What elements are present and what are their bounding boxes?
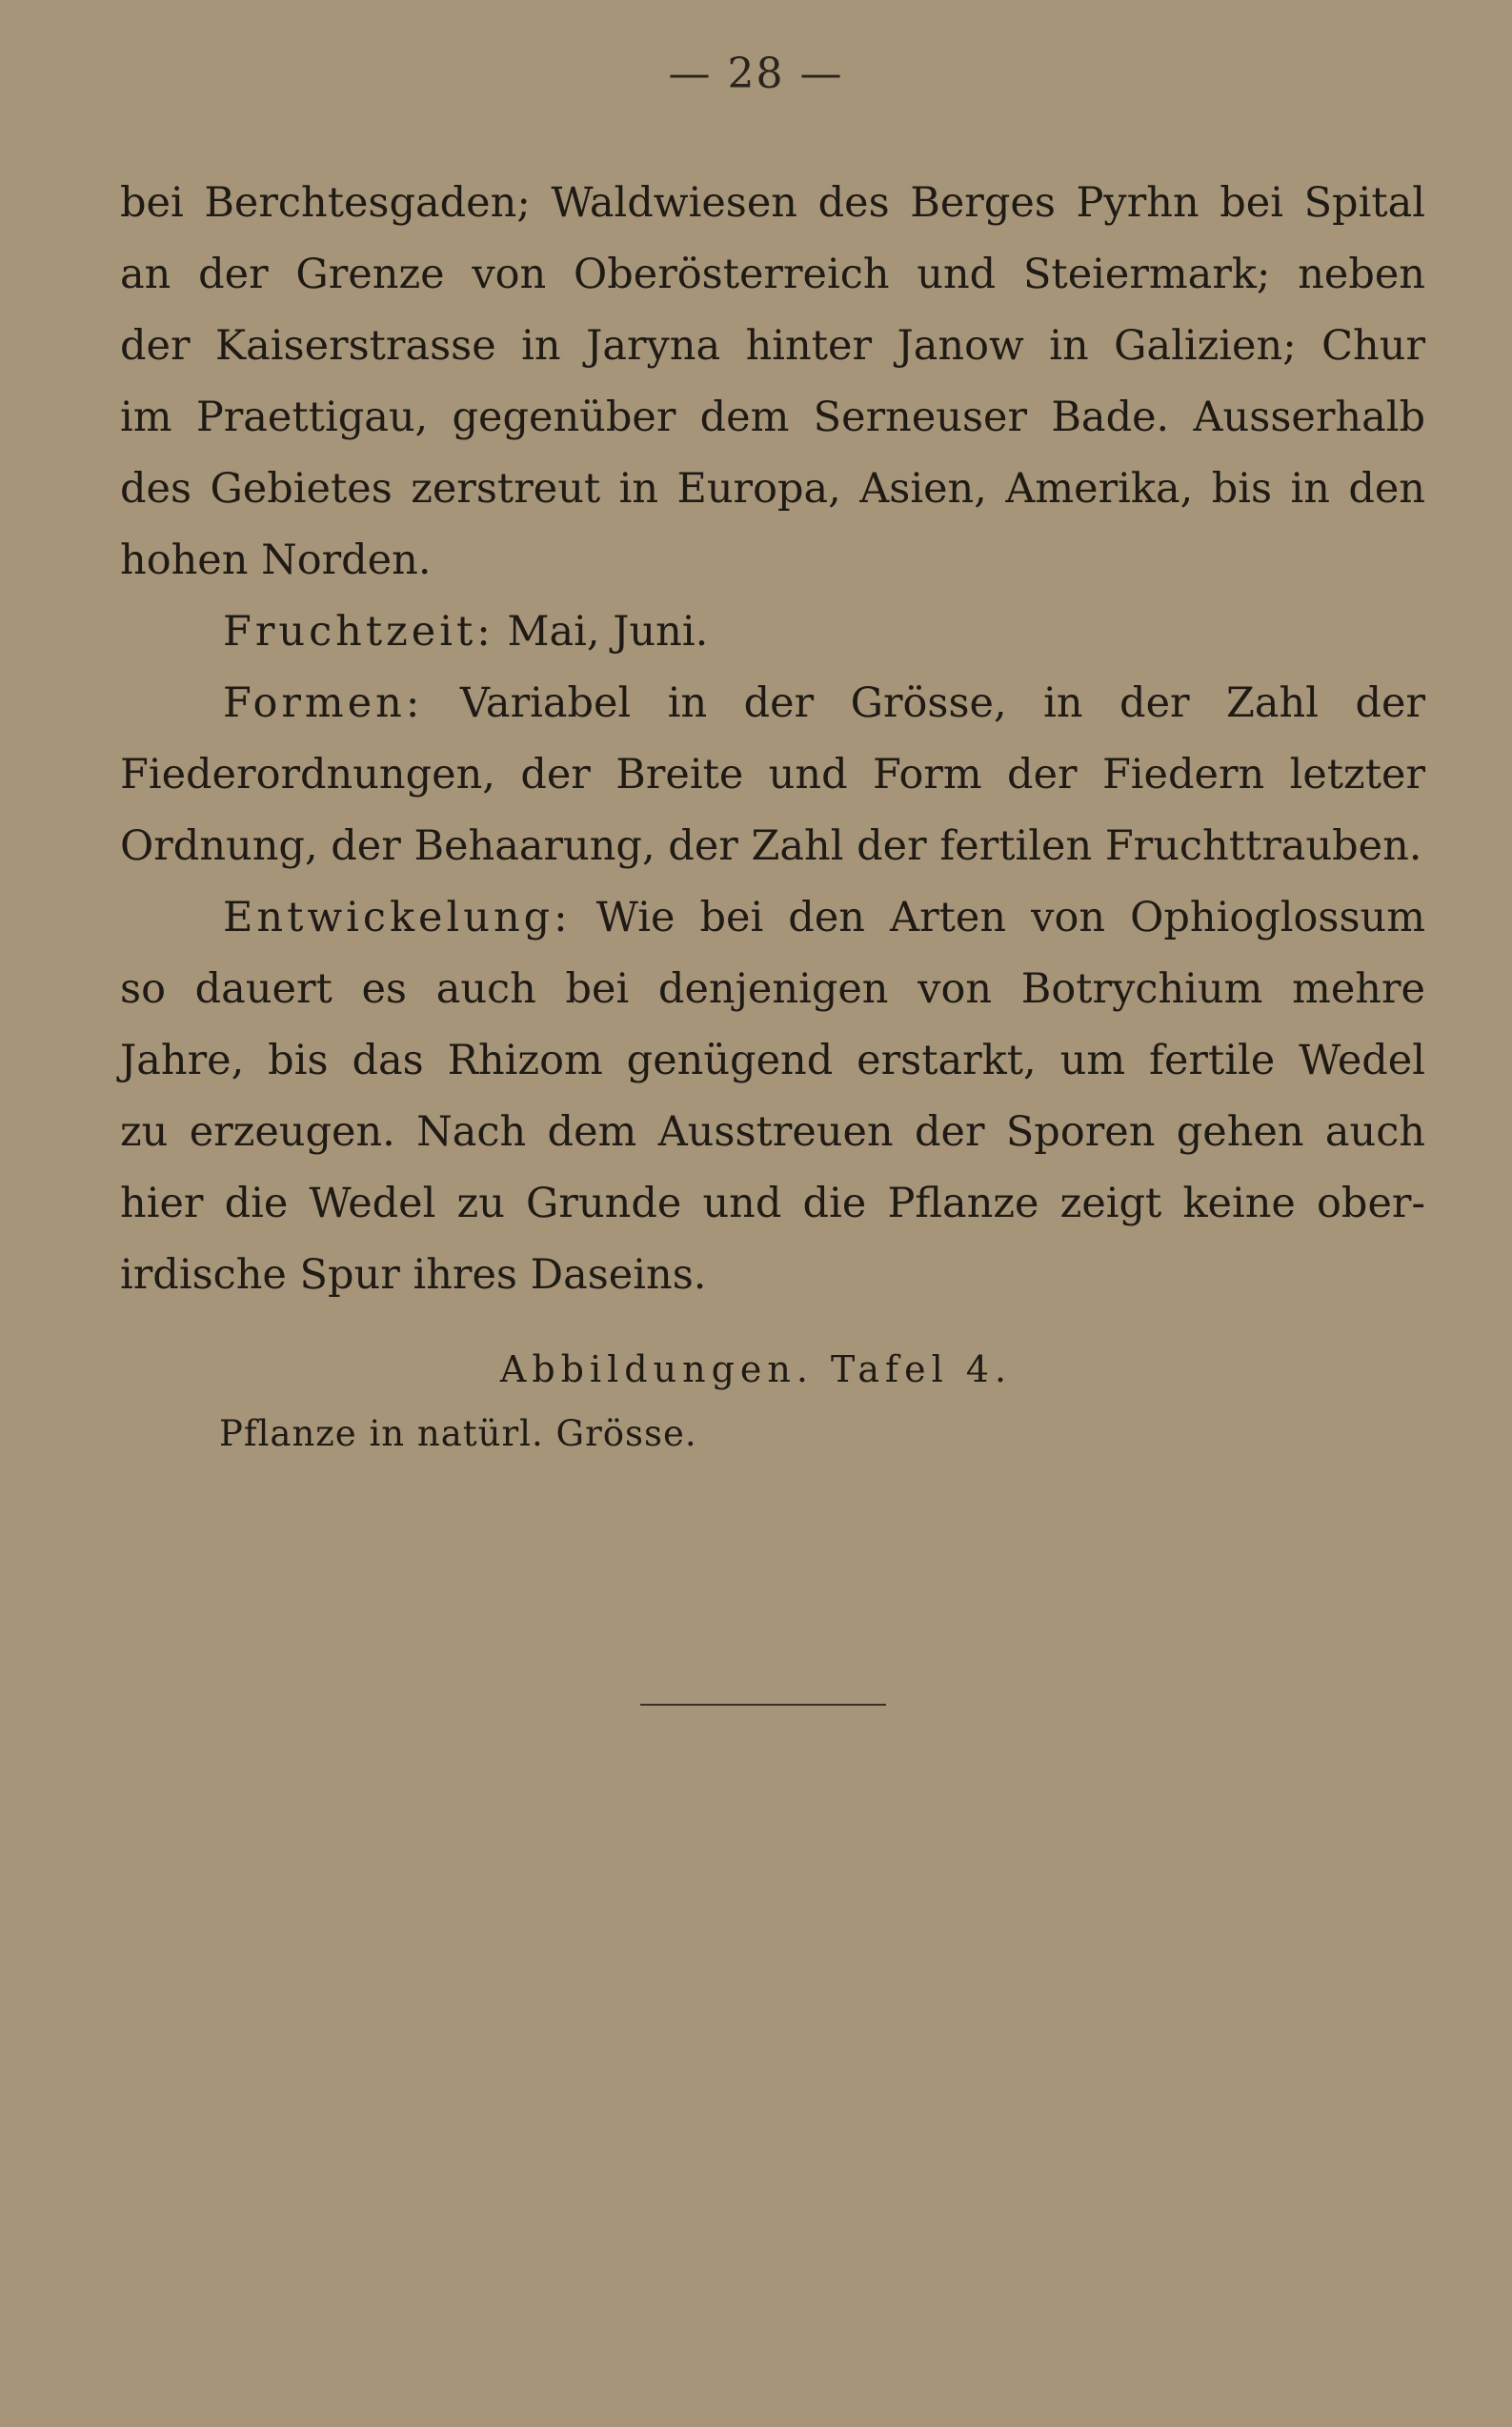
formen-first-line: Variabel in der Grösse, in der Zahl der — [459, 679, 1426, 727]
formen-paragraph-start — [120, 668, 1425, 739]
section-divider — [640, 1704, 886, 1706]
text-line: der Kaiserstrasse in Jaryna hinter Janow in Galizien; Chur — [120, 322, 1425, 370]
illustrations-heading: Abbildungen. Tafel 4. — [499, 1348, 1013, 1390]
text-line: zu erzeugen. Nach dem Ausstreuen der Sporen gehen auch — [120, 1108, 1425, 1156]
text-line: im Praettigau, gegenüber dem Serneuser Bade. Ausserhalb — [120, 394, 1425, 441]
entwickelung-label: Entwickelung: — [223, 894, 572, 941]
entwickelung-paragraph-start — [120, 882, 1425, 954]
illustrations-caption: Pflanze in natürl. Grösse. — [219, 1413, 697, 1454]
text-line: Ordnung, der Behaarung, der Zahl der fertilen Fruchttrauben. — [120, 822, 1422, 870]
fruchtzeit-text: Mai, Juni. — [507, 608, 709, 656]
text-line: bei Berchtesgaden; Waldwiesen des Berges Pyrhn bei Spital — [120, 179, 1425, 227]
text-line: des Gebietes zerstreut in Europa, Asien, Amerika, bis in den — [120, 465, 1425, 513]
formen-label: Formen: — [223, 679, 424, 727]
text-line: hohen Norden. — [120, 536, 432, 584]
entwickelung-first-line: Wie bei den Arten von Ophioglossum — [595, 894, 1425, 941]
text-line: Jahre, bis das Rhizom genügend erstarkt, um fertile Wedel — [120, 1037, 1425, 1084]
main-text — [120, 168, 1425, 1311]
text-line: hier die Wedel zu Grunde und die Pflanze zeigt keine ober- — [120, 1180, 1425, 1227]
fruchtzeit-paragraph — [120, 597, 1425, 668]
text-line: so dauert es auch bei denjenigen von Botrychium mehre — [120, 965, 1425, 1013]
page-number: — 28 — — [668, 50, 844, 98]
text-line: an der Grenze von Oberösterreich und Steiermark; neben — [120, 251, 1425, 298]
fruchtzeit-label: Fruchtzeit: — [223, 608, 494, 656]
text-line: Fiederordnungen, der Breite und Form der Fiedern letzter — [120, 751, 1425, 799]
text-line: irdische Spur ihres Daseins. — [120, 1251, 707, 1299]
